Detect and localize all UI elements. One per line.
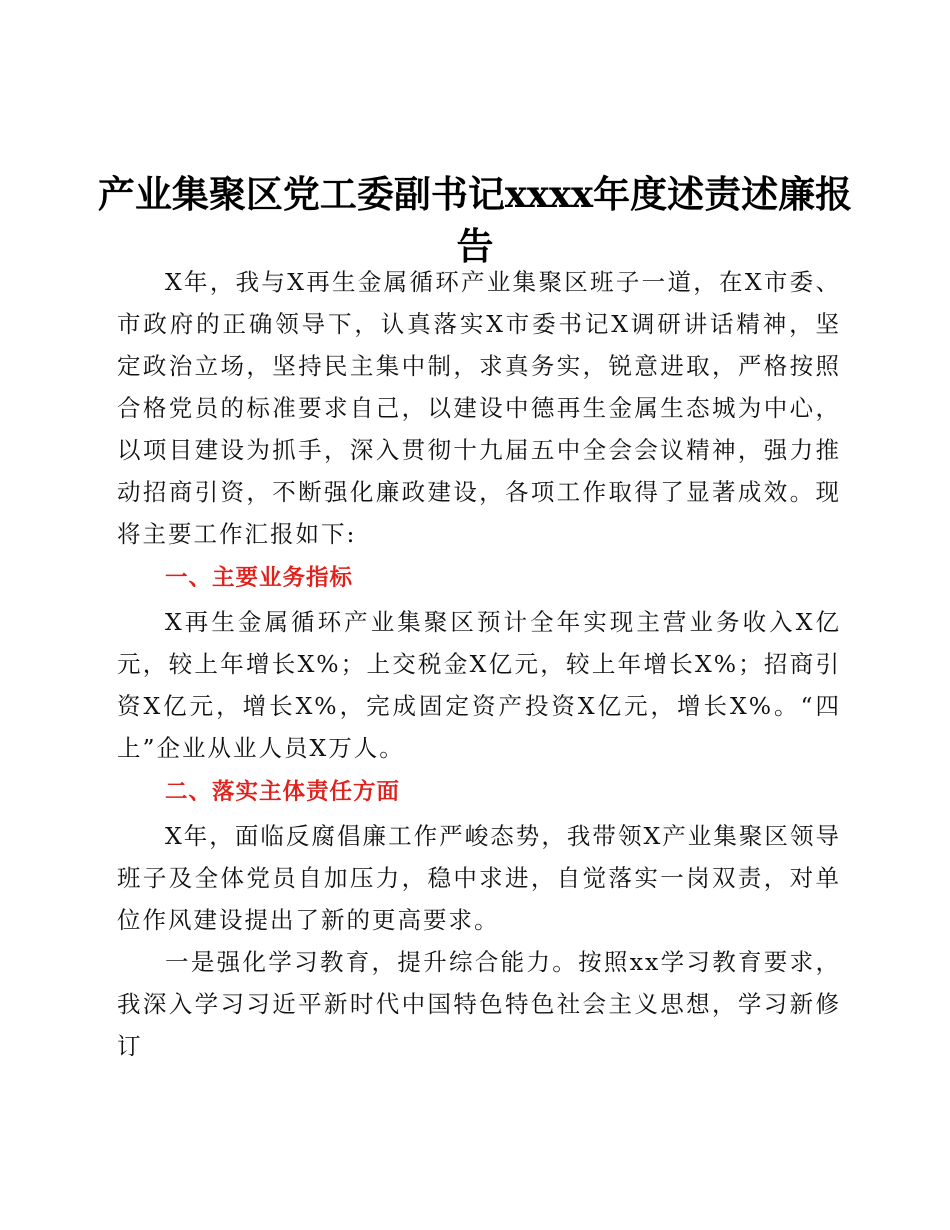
responsibility-paragraph: X年，面临反腐倡廉工作严峻态势，我带领X产业集聚区领导班子及全体党员自加压力，稳中求进，自觉落实一岗双责，对单位作风建设提出了新的更高要求。 [117,822,841,934]
document-title [0,168,950,272]
study-paragraph: 一是强化学习教育，提升综合能力。按照xx学习教育要求，我深入学习习近平新时代中国特色特色社会主义思想，学习新修订 [117,948,841,1060]
section-heading-2: 二、落实主体责任方面 [165,779,401,805]
metrics-paragraph: X再生金属循环产业集聚区预计全年实现主营业务收入X亿元，较上年增长X%；上交税金X亿元，较上年增长X%；招商引资X亿元，增长X%，完成固定资产投资X亿元，增长X%。“四上”企业从业人员X万人。 [117,608,841,762]
section-heading-1: 一、主要业务指标 [165,565,354,591]
title-line-2: 告 [456,224,494,268]
document-body [117,261,841,1067]
title-line-1: 产业集聚区党工委副书记xxxx年度述责述廉报 [97,172,853,216]
intro-paragraph: X年，我与X再生金属循环产业集聚区班子一道，在X市委、市政府的正确领导下，认真落实X市委书记X调研讲话精神，坚定政治立场，坚持民主集中制，求真务实，锐意进取，严格按照合格党员的标准要求自己，以建设中德再生金属生态城为中心，以项目建设为抓手，深入贯彻十九届五中全会会议精神，强力推动招商引资，不断强化廉政建设，各项工作取得了显著成效。现将主要工作汇报如下: [117,268,841,548]
